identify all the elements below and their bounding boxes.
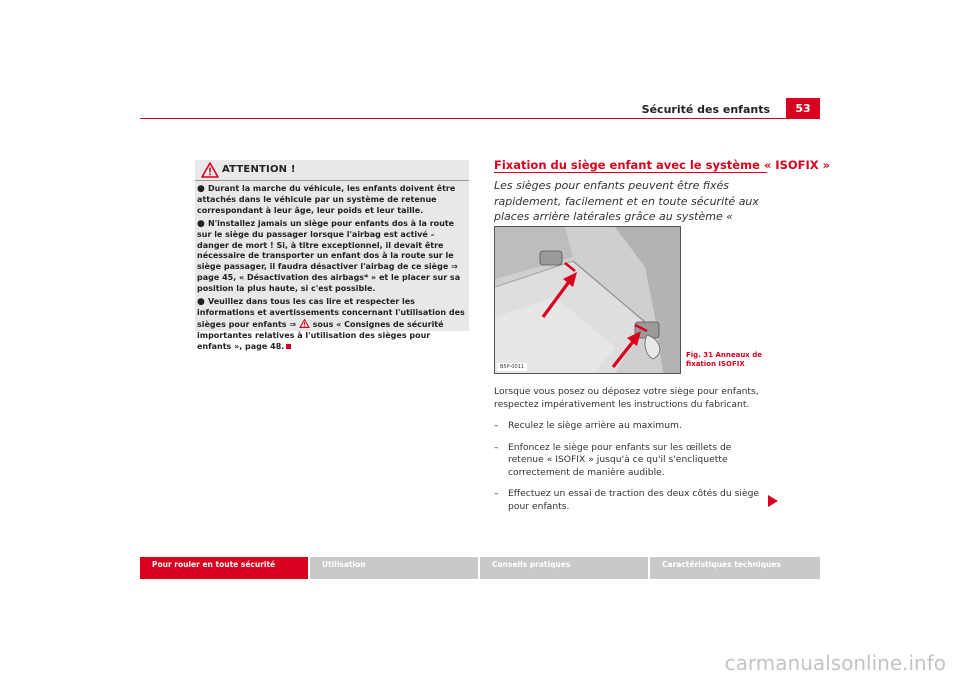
warning-body — [197, 184, 467, 355]
list-item: – Effectuez un essai de traction des deux côtés du siège pour enfants. — [494, 488, 760, 512]
warning-box — [195, 160, 469, 351]
running-header-title: Sécurité des enfants — [641, 103, 770, 116]
page-number: 53 — [786, 98, 820, 118]
end-of-section-mark — [286, 344, 291, 349]
warning-triangle-icon — [201, 162, 219, 178]
header-rule — [140, 118, 820, 119]
body-text — [494, 386, 770, 522]
bullet-dot-icon: ● — [197, 297, 208, 308]
figure-reference-label: B5P-0011 — [497, 363, 527, 371]
body-paragraph: Lorsque vous posez ou déposez votre siège pour enfants, respectez impérativement les instructions du fabricant. — [494, 386, 759, 410]
list-item: – Reculez le siège arrière au maximum. — [494, 420, 682, 431]
warning-bullet: ● Durant la marche du véhicule, les enfants doivent être attachés dans le véhicule par un système de retenue correspondant à leur âge, leur poids et leur taille. — [197, 184, 456, 215]
footer-tab-usage[interactable]: Utilisation — [310, 557, 478, 579]
isofix-figure — [494, 226, 681, 374]
warning-bullet: ● N'installez jamais un siège pour enfants dos à la route sur le siège du passager lorsque l'airbag est activé – danger de mort ! Si, à titre exceptionnel, il devait être nécessaire de transporter un enfant dos à la route sur le siège passager, il faudra désactiver l'airbag de ce siège ⇒ page 45, « Désactivation des airbags* » et le placer sur sa position la plus haute, si c'est possible. — [197, 218, 461, 294]
list-item: – Enfoncez le siège pour enfants sur les œillets de retenue « ISOFIX » jusqu'à ce qu'il s'encliquette correctement de manière audible. — [494, 441, 732, 478]
footer-tab-practical-tips[interactable]: Conseils pratiques — [480, 557, 648, 579]
warning-header — [195, 160, 469, 181]
watermark: carmanualsonline.info — [724, 651, 946, 675]
section-title: Fixation du siège enfant avec le système « ISOFIX » — [494, 158, 831, 172]
warning-title: ATTENTION ! — [222, 164, 296, 175]
warning-bullet: ● Veuillez dans tous les cas lire et respecter les informations et avertissements concernant l'utilisation des sièges pour enfants ⇒ sous « Consignes de sécurité importantes relatives à l'utilisation des sièges pour enfants », page 48. — [197, 297, 465, 351]
section-intro: Les sièges pour enfants peuvent être fixés rapidement, facilement et en toute sécurité aux places arrière latérales grâce au système « — [494, 179, 759, 223]
isofix-illustration — [495, 227, 680, 373]
section-rule — [494, 172, 767, 173]
warning-triangle-icon — [299, 319, 310, 328]
bullet-dot-icon: ● — [197, 184, 208, 194]
figure-caption: Fig. 31 Anneaux de fixation ISOFIX — [686, 351, 763, 368]
next-page-arrow-icon[interactable] — [768, 495, 778, 507]
footer-tab-technical-specs[interactable]: Caractéristiques techniques — [650, 557, 820, 579]
bullet-dot-icon: ● — [197, 218, 208, 229]
footer-tab-safety[interactable]: Pour rouler en toute sécurité — [140, 557, 308, 579]
